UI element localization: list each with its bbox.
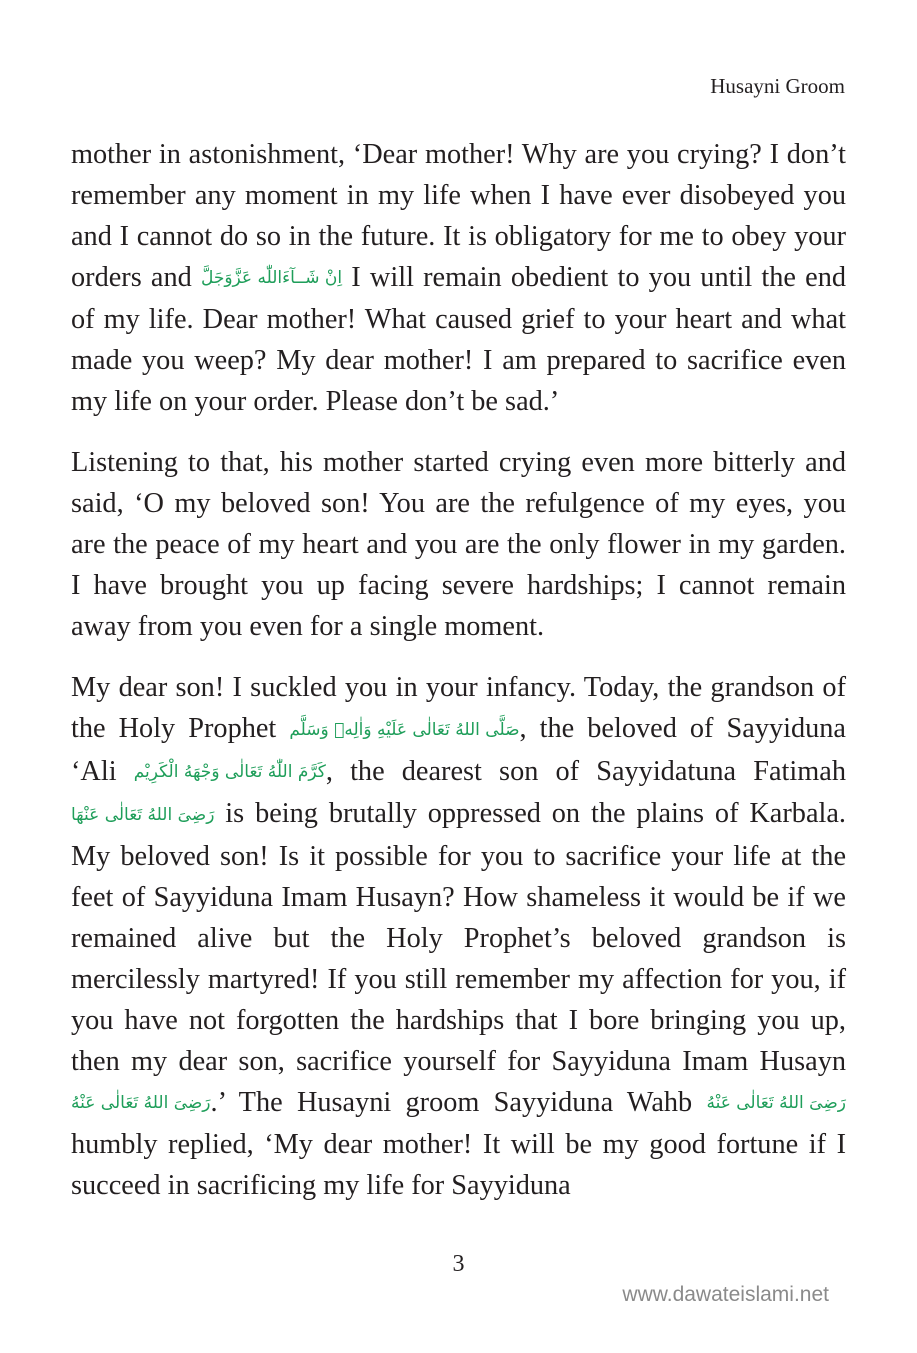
paragraph-text: mother in astonishment, ‘Dear mother! Why are you crying? I don’t remember any moment in my life when I have ever disobeyed you and I cannot do so in the future. It is obligatory for me to obey your orders and <box>71 139 846 293</box>
paragraph-text: .’ The Husayni groom Sayyiduna Wahb <box>210 1086 707 1118</box>
paragraph-text: Listening to that, his mother started crying even more bitterly and said, ‘O my beloved son! You are the refulgence of my eyes, you are the peace of my heart and you are the only flower in my garden. I have brought you up facing severe hardships; I cannot remain away from you even for a single moment. <box>71 447 846 643</box>
website-url[interactable]: www.dawateislami.net <box>622 1283 829 1306</box>
running-header: Husayni Groom <box>710 74 845 98</box>
arabic-honorific: رَضِىَ اللهُ تَعَالٰى عَنْهُ <box>71 1093 211 1114</box>
arabic-honorific: رَضِىَ اللهُ تَعَالٰى عَنْهَا <box>71 804 215 825</box>
paragraph <box>71 134 846 422</box>
paragraph-text: , the dearest son of Sayyidatuna Fatimah <box>325 755 846 787</box>
arabic-honorific: اِنْ شَــآءَاللّٰه عَزَّوَجَلَّ <box>200 268 343 289</box>
arabic-honorific: كَرَّمَ اللّٰهُ تَعَالٰى وَجْهَهُ الْكَرِيْم <box>133 762 326 783</box>
paragraph <box>71 667 846 1206</box>
arabic-honorific: رَضِىَ اللهُ تَعَالٰى عَنْهُ <box>706 1093 846 1114</box>
paragraph-text: I will remain obedient to you until the end of my life. Dear mother! What caused grief to your heart and what made you weep? My dear mother! I am prepared to sacrifice even my life on your order. Please don’t be sad.’ <box>71 262 846 418</box>
page-number: 3 <box>452 1251 465 1277</box>
paragraph-text: humbly replied, ‘My dear mother! It will be my good fortune if I succeed in sacrificing my life for Sayyiduna <box>71 1129 846 1202</box>
paragraph-text: My dear son! I suckled you in your infancy. Today, the grandson of the Holy Prophet <box>71 672 846 745</box>
paragraph-text: is being brutally oppressed on the plains of Karbala. My beloved son! Is it possible for you to sacrifice your life at the feet of Sayyiduna Imam Husayn? How shameless it would be if we remained alive but the Holy Prophet’s beloved grandson is mercilessly martyred! If you still remember my affection for you, if you have not forgotten the hardships that I bore bringing you up, then my dear son, sacrifice yourself for Sayyiduna Imam Husayn <box>71 798 846 1077</box>
paragraph <box>71 442 846 647</box>
arabic-honorific: صَلَّى اللهُ تَعَالٰى عَلَيْهِ وَاٰلِهٖ وَسَلَّم <box>289 719 520 740</box>
paragraph-text: , the beloved of Sayyiduna ‘Ali <box>71 713 846 787</box>
body-text <box>71 134 846 1226</box>
